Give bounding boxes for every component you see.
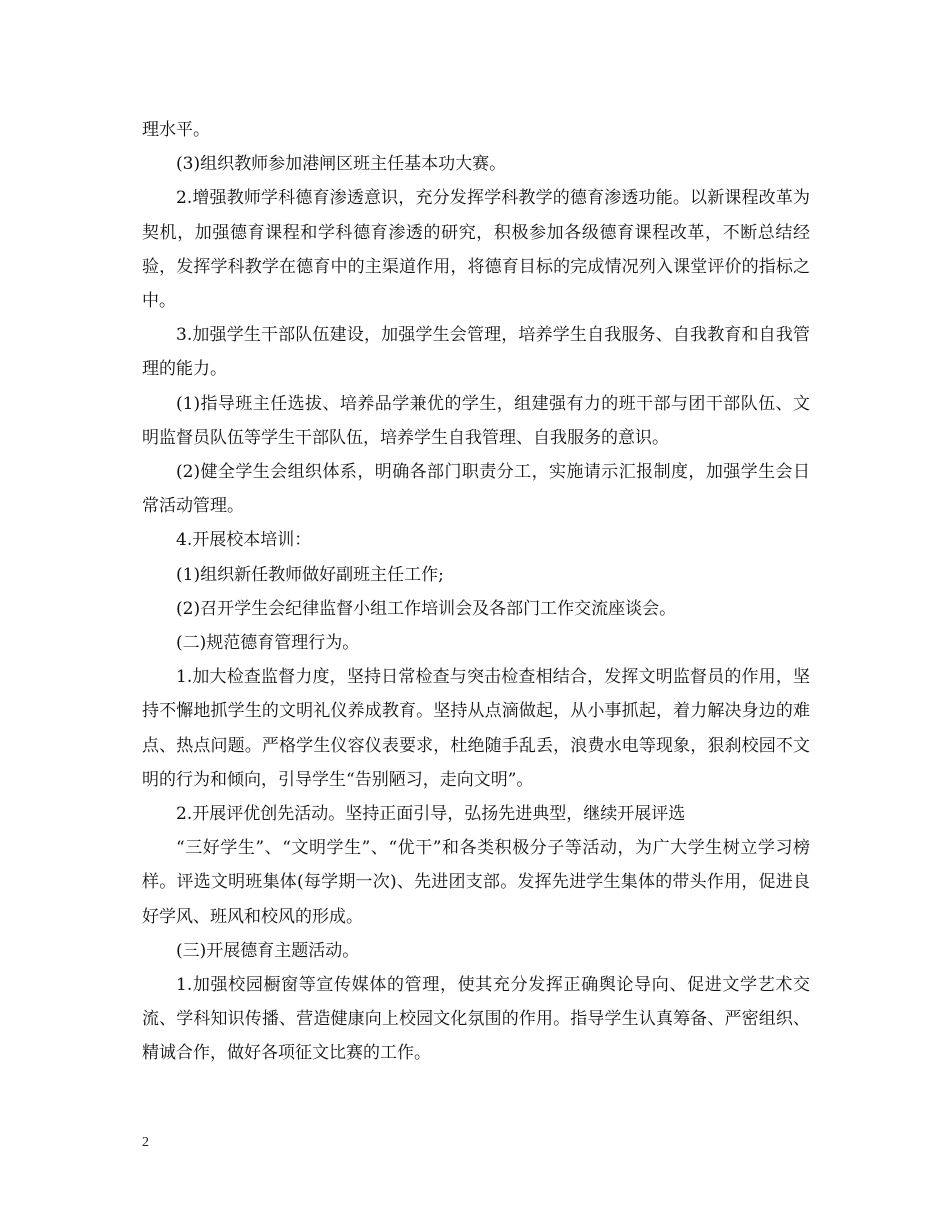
paragraph: 1.加大检查监督力度，坚持日常检查与突击检查相结合，发挥文明监督员的作用，坚持不懈地抓学生的文明礼仪养成教育。坚持从点滴做起，从小事抓起，着力解决身边的难点、热点问题。严格学生仪容仪表要求，杜绝随手乱丢，浪费水电等现象，狠刹校园不文明的行为和倾向，引导学生“告别陋习，走向文明”。 [142,667,810,790]
section-heading: (三)开展德育主题活动。 [176,940,360,961]
paragraph: “三好学生”、“文明学生”、“优干”和各类积极分子等活动，为广大学生树立学习榜样。评选文明班集体(每学期一次)、先进团支部。发挥先进学生集体的带头作用，促进良好学风、班风和校风的形成。 [142,838,810,927]
document-body [142,113,810,1071]
paragraph: 2.增强教师学科德育渗透意识，充分发挥学科教学的德育渗透功能。以新课程改革为契机，加强德育课程和学科德育渗透的研究，积极参加各级德育课程改革，不断总结经验，发挥学科教学在德育中的主渠道作用，将德育目标的完成情况列入课堂评价的指标之中。 [142,188,810,312]
paragraph: (1)指导班主任选拔、培养品学兼优的学生，组建强有力的班干部与团干部队伍、文明监督员队伍等学生干部队伍，培养学生自我管理、自我服务的意识。 [142,393,810,448]
paragraph: (2)健全学生会组织体系，明确各部门职责分工，实施请示汇报制度，加强学生会日常活动管理。 [142,462,810,517]
paragraph: (3)组织教师参加港闸区班主任基本功大赛。 [176,154,507,175]
paragraph: (1)组织新任教师做好副班主任工作; [176,564,444,585]
page-number: 2 [142,1135,149,1150]
paragraph: (2)召开学生会纪律监督小组工作培训会及各部门工作交流座谈会。 [176,598,677,619]
section-heading: (二)规范德育管理行为。 [176,633,360,654]
paragraph: 3.加强学生干部队伍建设，加强学生会管理，培养学生自我服务、自我教育和自我管理的能力。 [142,325,810,380]
paragraph: 1.加强校园橱窗等宣传媒体的管理，使其充分发挥正确舆论导向、促进文学艺术交流、学科知识传播、营造健康向上校园文化氛围的作用。指导学生认真筹备、严密组织、精诚合作，做好各项征文比赛的工作。 [142,975,810,1064]
paragraph: 4.开展校本培训： [176,530,312,551]
paragraph: 理水平。 [142,120,210,140]
paragraph: 2.开展评优创先活动。坚持正面引导，弘扬先进典型，继续开展评选 [176,804,686,825]
